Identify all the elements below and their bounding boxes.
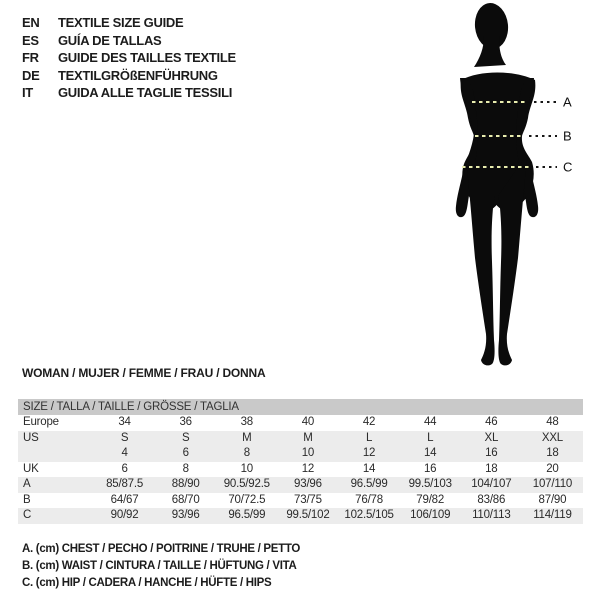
size-cell: S: [120, 431, 129, 444]
size-cell: 64/67: [110, 493, 139, 506]
marker-letter-c: C: [563, 159, 573, 175]
size-cell: 96.5/99: [350, 478, 388, 490]
language-title: GUIDA ALLE TAGLIE TESSILI: [58, 85, 233, 100]
language-code: IT: [22, 85, 33, 100]
language-code: ES: [22, 32, 39, 48]
language-code: FR: [22, 50, 39, 65]
size-cell: XL: [484, 431, 499, 444]
row-label: B: [23, 493, 31, 506]
size-cell: 46: [485, 416, 498, 428]
size-table-header: SIZE / TALLA / TAILLE / GRÖSSE / TAGLIA: [18, 399, 583, 415]
size-cell: 40: [301, 416, 315, 428]
size-cell: 16: [423, 462, 437, 475]
size-cell: 6: [182, 447, 189, 459]
language-title-list: [22, 14, 236, 102]
row-label: A: [23, 478, 31, 490]
size-cell: 42: [362, 416, 376, 428]
row-label: US: [23, 431, 39, 444]
size-cell: 8: [243, 447, 250, 459]
marker-letter-a: A: [563, 94, 572, 110]
size-cell: 79/82: [416, 493, 445, 506]
size-cell: L: [427, 431, 434, 444]
legend-line: C. (cm) HIP / CADERA / HANCHE / HÜFTE / HIPS: [22, 577, 272, 589]
language-row: [22, 14, 236, 32]
size-cell: M: [242, 431, 252, 444]
section-title: WOMAN / MUJER / FEMME / FRAU / DONNA: [22, 366, 266, 380]
size-cell: 99.5/102: [286, 509, 330, 521]
size-cell: 76/78: [355, 493, 383, 506]
size-cell: 38: [240, 416, 254, 428]
marker-letter-b: B: [563, 128, 572, 144]
language-code: EN: [22, 15, 40, 30]
language-row: [22, 32, 236, 50]
table-row: [18, 415, 583, 431]
language-title: TEXTILGRÖßENFÜHRUNG: [58, 67, 218, 83]
woman-silhouette: [456, 1, 538, 365]
legend-line: A. (cm) CHEST / PECHO / POITRINE / TRUHE / PETTO: [22, 543, 301, 555]
language-row: [22, 84, 236, 102]
size-cell: 10: [240, 462, 254, 475]
size-cell: 20: [546, 462, 559, 475]
size-cell: 99.5/103: [408, 478, 452, 490]
size-cell: L: [365, 431, 373, 444]
size-cell: 68/70: [171, 493, 200, 506]
size-cell: 93/96: [171, 509, 200, 521]
size-cell: 110/113: [472, 509, 511, 521]
size-cell: 114/119: [533, 509, 572, 521]
size-cell: 107/110: [532, 478, 573, 490]
language-title: GUÍA DE TALLAS: [58, 32, 162, 48]
size-cell: XXL: [541, 431, 563, 444]
size-cell: 90.5/92.5: [223, 478, 270, 490]
size-cell: 70/72.5: [228, 493, 266, 506]
size-cell: 36: [179, 416, 192, 428]
size-cell: M: [303, 431, 313, 444]
language-title: GUIDE DES TAILLES TEXTILE: [58, 50, 236, 65]
size-cell: 16: [485, 447, 498, 459]
size-cell: 102.5/105: [344, 509, 394, 521]
language-row: [22, 49, 236, 67]
size-cell: 93/96: [294, 478, 322, 490]
table-row: [18, 431, 583, 447]
size-cell: 90/92: [110, 509, 139, 521]
table-row: [18, 477, 583, 493]
language-code: DE: [22, 67, 40, 83]
size-cell: S: [181, 431, 190, 444]
row-label: Europe: [23, 416, 59, 428]
table-row: [18, 493, 583, 509]
size-cell: 106/109: [410, 509, 451, 521]
size-cell: 12: [362, 447, 376, 459]
size-cell: 83/86: [477, 493, 506, 506]
size-table-body: [18, 415, 583, 524]
size-cell: 44: [423, 416, 437, 428]
size-cell: 48: [546, 416, 559, 428]
size-cell: 73/75: [294, 493, 322, 506]
size-cell: 87/90: [538, 493, 567, 506]
size-cell: 104/107: [471, 478, 512, 490]
row-label: UK: [23, 462, 39, 475]
row-label: C: [23, 509, 32, 521]
woman-silhouette-svg: [430, 0, 600, 380]
size-cell: 10: [301, 447, 315, 459]
size-cell: 4: [121, 447, 128, 459]
size-table: [18, 399, 583, 524]
size-cell: 12: [301, 462, 315, 475]
size-cell: 18: [485, 462, 498, 475]
size-cell: 8: [182, 462, 189, 475]
size-cell: 96.5/99: [228, 509, 266, 521]
language-title: TEXTILE SIZE GUIDE: [58, 15, 184, 30]
size-cell: 34: [118, 416, 131, 428]
row-label: [18, 446, 94, 462]
table-row: [18, 508, 583, 524]
size-cell: 18: [546, 447, 559, 459]
table-row: [18, 446, 583, 462]
woman-silhouette-figure: [430, 0, 600, 380]
size-cell: 14: [423, 447, 437, 459]
measurement-legend: [22, 541, 300, 592]
language-row: [22, 67, 236, 85]
size-cell: 14: [362, 462, 376, 475]
size-cell: 88/90: [171, 478, 200, 490]
legend-line: B. (cm) WAIST / CINTURA / TAILLE / HÜFTUNG / VITA: [22, 560, 297, 572]
table-row: [18, 462, 583, 478]
size-cell: 85/87.5: [106, 478, 144, 490]
size-cell: 6: [121, 462, 128, 475]
